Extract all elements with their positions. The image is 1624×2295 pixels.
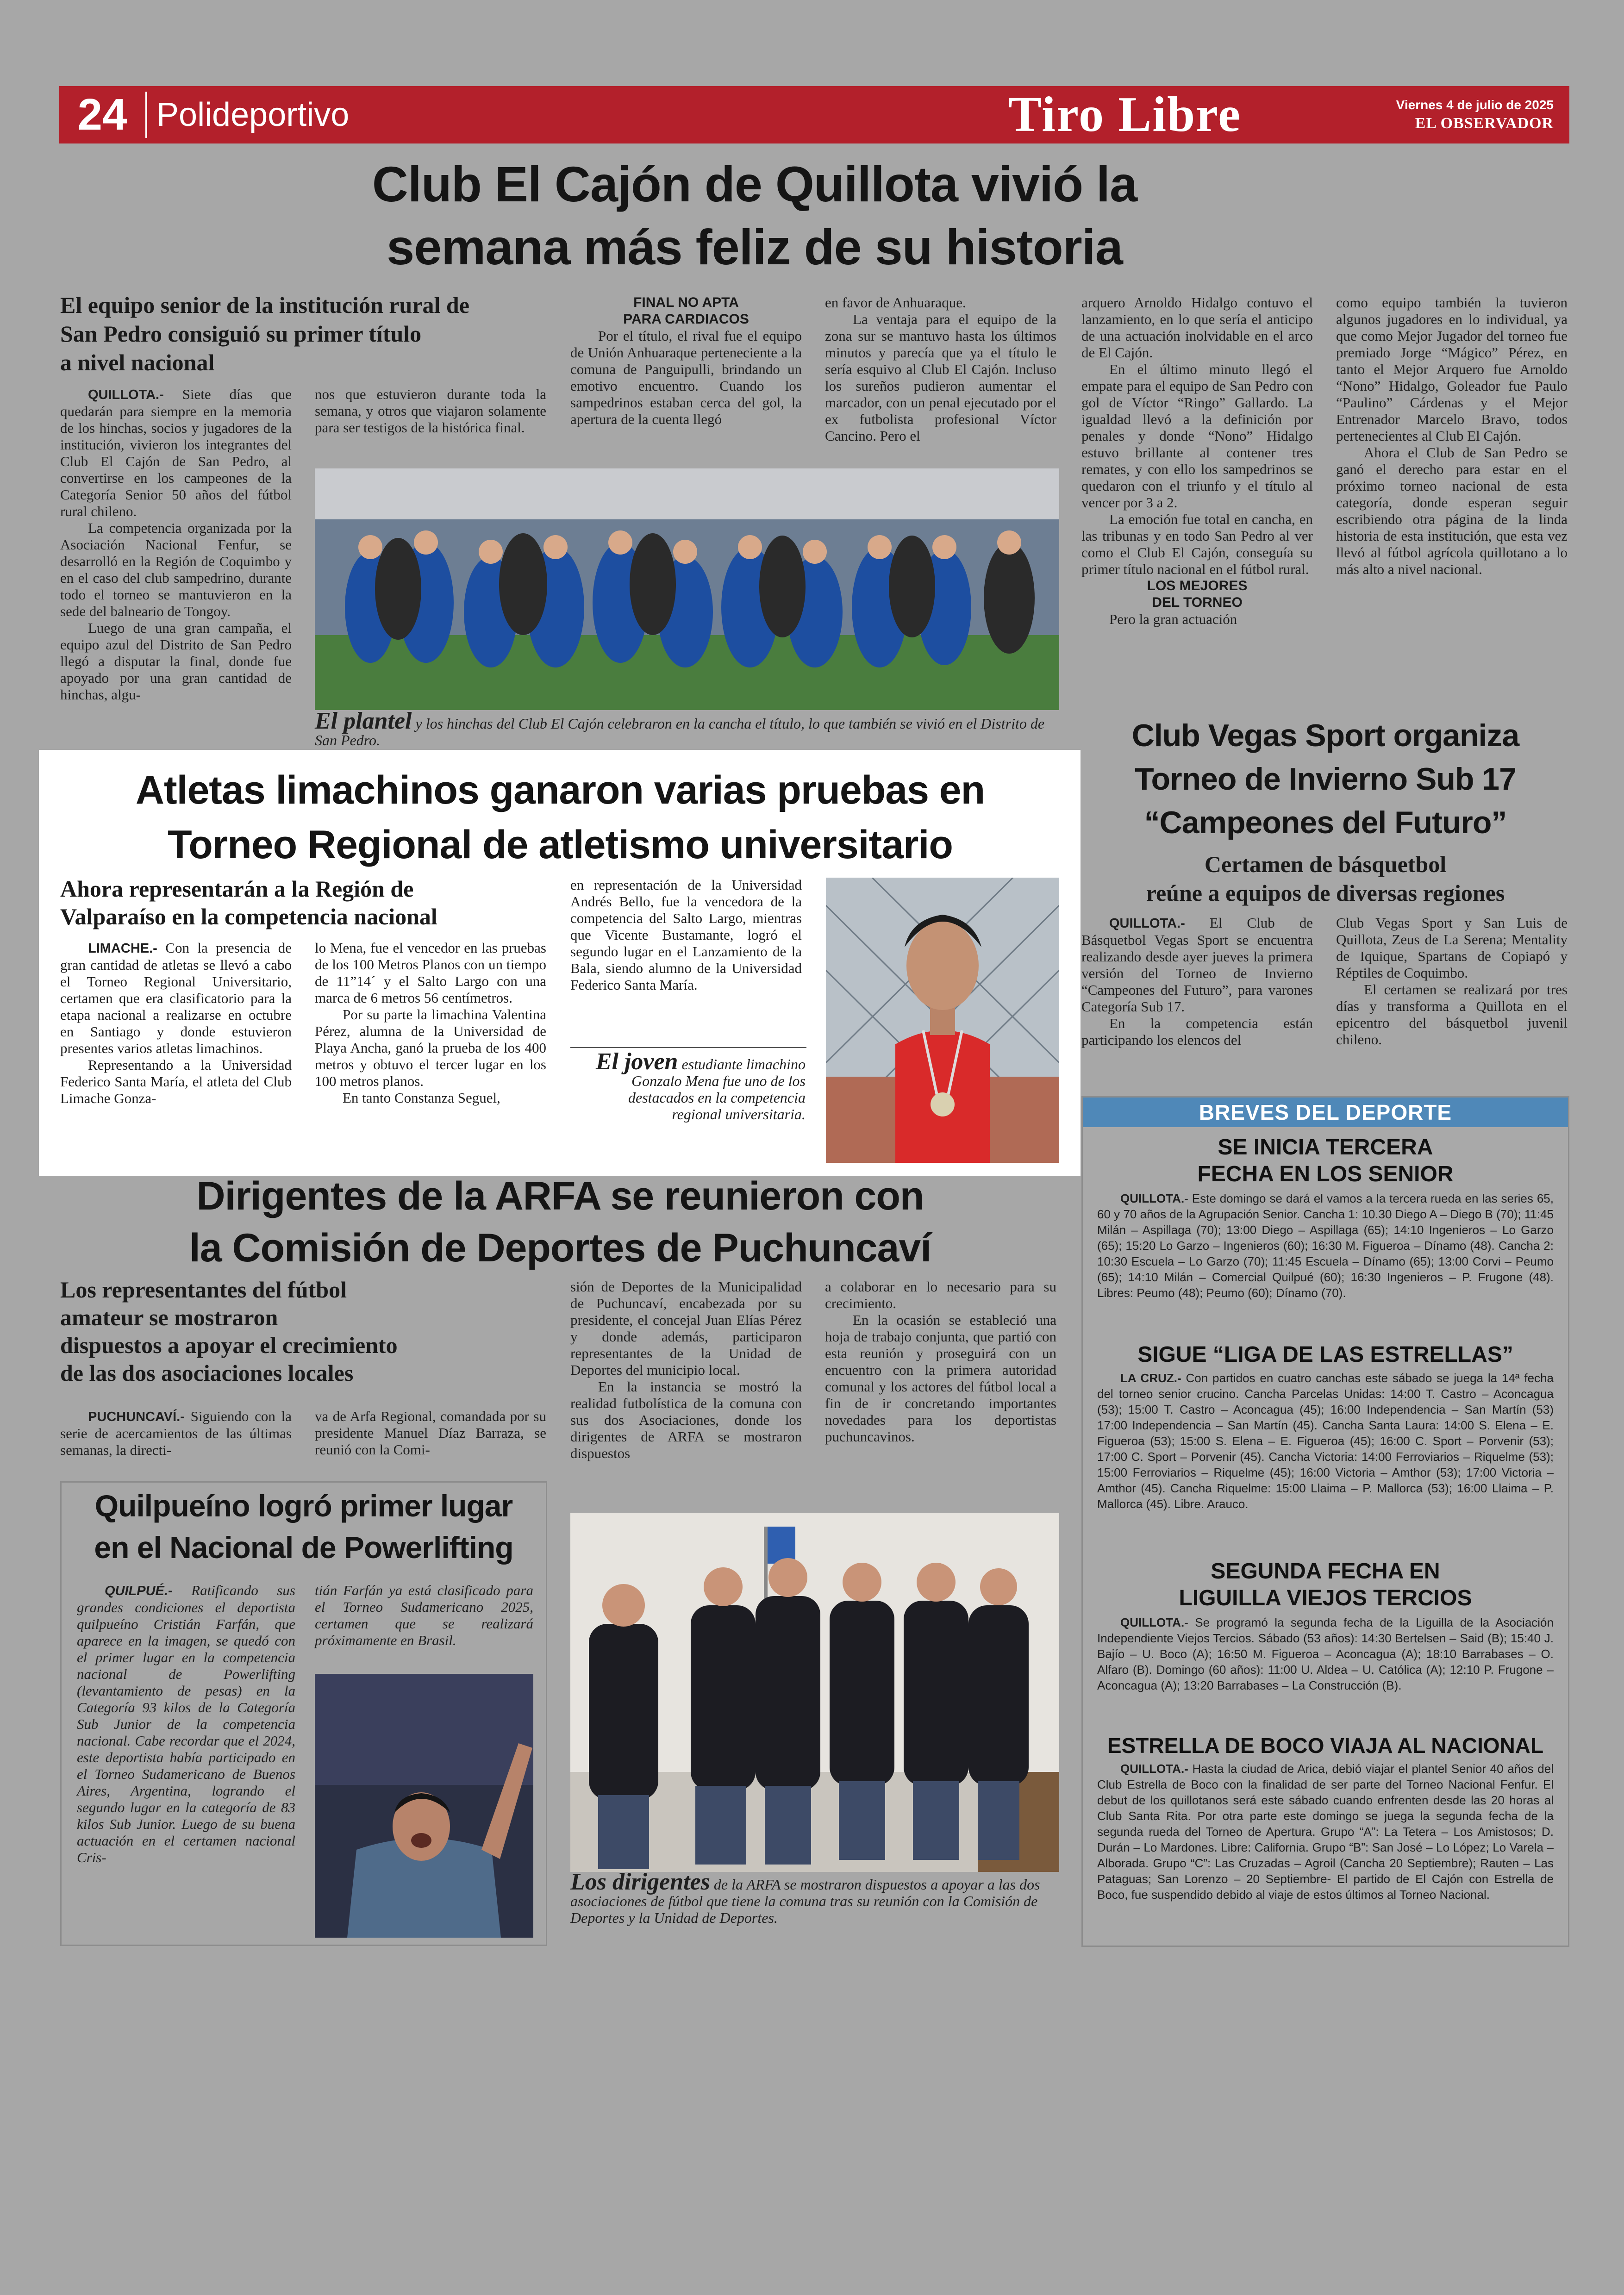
article1-col6-p1: como equipo también la tuvieron algunos jugadores en lo individual, ya que como Mejor Jugador del torneo fue premiado Jorge “Mágico” Pérez, en tanto el Mejor Arquero fue Arnoldo “Nono” Hidalgo, Goleador fue Paulo “Paulino” Cárdenas y el Mejor Entrenador Marcelo Bravo, todos pertenecientes al Club El Cajón. <box>1336 294 1568 444</box>
breves-item3-title-line1: SEGUNDA FECHA EN <box>1211 1559 1440 1584</box>
article2-col3 <box>570 877 802 993</box>
article3-headline-line2: Torneo de Invierno Sub 17 <box>1135 761 1516 797</box>
article4-deck-line3: dispuestos a apoyar el crecimiento <box>60 1332 398 1358</box>
article1-col1-p3: Luego de una gran campaña, el equipo azul del Distrito de San Pedro llegó a disputar la final, donde fue apoyado por una gran cantidad de hinchas, algu- <box>60 620 292 703</box>
article1-deck <box>60 291 546 377</box>
article1-col5-p1: arquero Arnoldo Hidalgo contuvo el lanzamiento, en lo que sería el anticipo de una actuación inolvidable en el arco de El Cajón. <box>1081 294 1313 361</box>
article3-headline-line1: Club Vegas Sport organiza <box>1131 718 1519 753</box>
article1-col2-p1: nos que estuvieron durante toda la semana, y otros que viajaron solamente para ser testigos de la histórica final. <box>315 386 546 436</box>
article2-col1-p1: Con la presencia de gran cantidad de atletas se llevó a cabo el Torneo Regional Universitario, certamen que era clasificatorio para la etapa nacional a realizarse en octubre en Santiago y donde estuvieron presentes varios atletas limachinos. <box>60 940 292 1056</box>
team-celebration-image <box>315 468 1059 710</box>
article3-deck-line1: Certamen de básquetbol <box>1204 851 1447 877</box>
team-celebration-photo <box>315 468 1059 710</box>
breves-item4-dateline: QUILLOTA.- <box>1120 1762 1188 1776</box>
article4-dateline: PUCHUNCAVÍ.- <box>88 1409 185 1424</box>
article2-col1 <box>60 940 292 1107</box>
article1-col5 <box>1081 294 1313 628</box>
article3-deck <box>1081 850 1569 907</box>
powerlifter-photo <box>315 1674 533 1938</box>
breves-item1 <box>1097 1134 1554 1301</box>
breves-item2-text: Con partidos en cuatro canchas este sábado se juega la 14ª fecha del torneo senior crucino. Cancha Parcelas Unidas: 14:00 T. Castro – Aconcagua (53); 15:00 T. Castro – Aconcagua (45); 16:00 Independencia – San Martín (53) 17:00 Independencia – San Martín (45). Cancha Santa Laura: 14:00 S. Elena – E. Figueroa (53); 15:00 S. Elena – E. Figueroa (45); 16:00 C. Sport – Porvenir (53); 17:00 C. Sport – Porvenir (45). Cancha Victoria: 14:00 Ferroviarios – Riquelme (53); 15:00 Ferroviarios – Riquelme (45); 16:00 Victoria – Amthor (53); 17:00 Victoria – Amthor (45). Cancha Riquelme: 15:00 Llaima – P. Mallorca (53); 16:00 Llaima – P. Mallorca (45). Libre. Arauco. <box>1097 1371 1554 1511</box>
article1-headline <box>324 153 1185 279</box>
breves-item2-title <box>1097 1341 1554 1368</box>
article1-subhead-final-line2: PARA CARDIACOS <box>623 312 749 327</box>
article1-subhead-mejores <box>1081 578 1313 611</box>
article1-subhead-mejores-line1: LOS MEJORES <box>1147 578 1248 593</box>
article1-col6-p2: Ahora el Club de San Pedro se ganó el derecho para estar en el próximo torneo nacional de esta categoría, donde esperan seguir escribiendo otra página de la linda historia de esta institución, que esta vez llevó al fútbol agrícola quillotano a lo más alto a nivel nacional. <box>1336 444 1568 577</box>
breves-item2 <box>1097 1341 1554 1512</box>
article2-col2-p2: Por su parte la limachina Valentina Pérez, alumna de la Universidad de Playa Ancha, ganó la prueba de los 400 metros y obtuvo el tercer lugar en los 100 metros planos. <box>315 1006 546 1089</box>
dirigentes-photo <box>570 1513 1059 1872</box>
article1-subhead-final-line1: FINAL NO APTA <box>633 295 739 310</box>
article3-headline-line3: “Campeones del Futuro” <box>1144 805 1507 840</box>
article1-subhead-mejores-line2: DEL TORNEO <box>1152 595 1243 610</box>
breves-item2-title-line1: SIGUE “LIGA DE LAS ESTRELLAS” <box>1137 1342 1513 1367</box>
article2-col3-p1: en representación de la Universidad Andrés Bello, fue la vencedora de la competencia del Salto Largo, mientras que Vicente Bustamante, logró el segundo lugar en el Lanzamiento de la Bala, siendo alumno de la Universidad Federico Santa María. <box>570 877 802 993</box>
article2-dateline: LIMACHE.- <box>88 941 157 956</box>
article5-col2-p1: tián Farfán ya está clasificado para el Torneo Sudamericano 2025, certamen que se realizará próximamente en Brasil. <box>315 1582 533 1648</box>
breves-item1-title <box>1097 1134 1554 1188</box>
article4-caption-text: de la ARFA se mostraron dispuestos a apoyar a las dos asociaciones de fútbol que tiene la comuna tras su reunión con la Comisión de Deportes y la Unidad de Deportes. <box>570 1876 1040 1926</box>
section-brand: Tiro Libre <box>1008 87 1242 142</box>
breves-item4-text: Hasta la ciudad de Arica, debió viajar el plantel Senior 40 años del Club Estrella de Boco con la finalidad de ser parte del Torneo Nacional Fenfur. El debut de los quillotanos será este sábado cuando enfrenten desde las 20 horas al Club Santa Rita. Por otra parte este domingo se juega la segunda fecha de la segunda rueda del Torneo de Apertura. Grupo “A”: La Tetera – Los Amistosos; D. Durán – Lo Mardones. Libre: California. Grupo “B”: San José – Lo López; Lo Varela – Alborada. Grupo “C”: Las Cruzadas – Agroil (Cancha 20 Septiembre); Rauten – Las Pataguas; San Lorenzo – 20 Septiembre- El partido de El Cajón con Estrella de Boco, fue suspendido debido al viaje de estos últimos al Torneo Nacional. <box>1097 1762 1554 1902</box>
athlete-photo <box>826 878 1059 1163</box>
article4-headline-line2: la Comisión de Deportes de Puchuncaví <box>189 1226 931 1270</box>
article5-dateline: QUILPUÉ.- <box>105 1584 173 1598</box>
article1-col4 <box>825 294 1056 444</box>
breves-item4-title <box>1097 1732 1554 1759</box>
article4-col1 <box>60 1408 292 1459</box>
article4-deck-line4: de las dos asociaciones locales <box>60 1360 354 1386</box>
article4-caption <box>570 1869 1059 1926</box>
article1-col5-p4: Pero la gran actuación <box>1109 611 1237 627</box>
article4-col3-p2: En la instancia se mostró la realidad futbolística de la comuna con sus dos Asociaciones, donde los dirigentes de ARFA se mostraron dispuestos <box>570 1378 802 1461</box>
article4-deck <box>60 1276 546 1387</box>
article3-col2 <box>1336 915 1568 1048</box>
article3-col1 <box>1081 915 1313 1048</box>
breves-header: BREVES DEL DEPORTE <box>1083 1098 1568 1127</box>
athlete-image <box>826 878 1059 1163</box>
article1-col3 <box>570 294 802 428</box>
article3-col1-p1: El Club de Básquetbol Vegas Sport se encuentra realizando desde ayer jueves la primera versión del Torneo de Invierno “Campeones del Futuro”, para varones Categoría Sub 17. <box>1081 915 1313 1015</box>
article2-headline-line1: Atletas limachinos ganaron varias pruebas en <box>135 768 985 812</box>
article2-headline <box>46 763 1074 872</box>
article4-headline-line1: Dirigentes de la ARFA se reunieron con <box>196 1174 924 1218</box>
article1-col1 <box>60 386 292 703</box>
article2-deck-line1: Ahora representarán a la Región de <box>60 876 414 902</box>
article4-col3 <box>570 1278 802 1462</box>
breves-item1-dateline: QUILLOTA.- <box>1120 1191 1188 1205</box>
article2-deck-line2: Valparaíso en la competencia nacional <box>60 904 437 929</box>
breves-item4 <box>1097 1732 1554 1902</box>
article4-col4 <box>825 1278 1056 1445</box>
breves-item3-text: Se programó la segunda fecha de la Liguilla de la Asociación Independiente Viejos Tercios. Sábado (53 años): 14:30 Bertelsen – Said (B); 15:40 J. Bajío – U. Boco (A); 16:50 M. Figueroa – Aconcagua (A); 18:10 Barrabases – O. Alfaro (B). Domingo (60 años): 11:00 U. Aldea – U. Católica (A); 12:10 P. Frugone – Aconcagua (A); 13:20 Barrabases – La Construcción (B). <box>1097 1615 1554 1692</box>
breves-item1-title-line2: FECHA EN LOS SENIOR <box>1197 1162 1454 1186</box>
dirigentes-image <box>570 1513 1059 1872</box>
article2-caption <box>583 1048 806 1123</box>
article4-col3-p1: sión de Deportes de la Municipalidad de Puchuncaví, encabezada por su presidente, el concejal Juan Elías Pérez y donde además, participaron representantes de la Unidad de Deportes del municipio local. <box>570 1278 802 1378</box>
article4-headline <box>60 1170 1060 1274</box>
article3-deck-line2: reúne a equipos de diversas regiones <box>1146 880 1505 906</box>
article1-caption <box>315 708 1059 748</box>
article2-col2-p1: lo Mena, fue el vencedor en las pruebas de los 100 Metros Planos con un tiempo de 11”14´ y el Salto Largo con una marca de 6 metros 56 centímetros. <box>315 940 546 1006</box>
article4-col2 <box>315 1408 546 1458</box>
article5-col2 <box>315 1582 533 1649</box>
article2-caption-rule <box>570 1047 806 1048</box>
powerlifter-image <box>315 1674 533 1938</box>
article5-headline-line1: Quilpueíno logró primer lugar <box>94 1489 513 1523</box>
article1-col4-p2: La ventaja para el equipo de la zona sur se mantuvo hasta los últimos minutos y parecía que ya el título le sería esquivo al Club El Cajón. Incluso los sureños pudieron aumentar el marcador, con un penal ejecutado por el ex futbolista profesional Víctor Cancino. Pero el <box>825 311 1056 444</box>
article2-caption-lead: El joven <box>595 1048 678 1075</box>
article1-col6 <box>1336 294 1568 578</box>
article1-col5-p2: En el último minuto llegó el empate para el equipo de San Pedro con gol de Víctor “Ringo” Gallardo. La igualdad llevó a la definición por penales y donde “Nono” Hidalgo estuvo brillante al contener tres remates, y con ello los sampedrinos se quedaron con el triunfo y el título al vencer por 3 a 2. <box>1081 361 1313 511</box>
section-name: Polideportivo <box>156 96 350 133</box>
article1-col3-p1: Por el título, el rival fue el equipo de Unión Anhuaraque perteneciente a la comuna de Panguipulli, brindando un emotivo encuentro. Cuando los sampedrinos estaban cerca del gol, la apertura de la cuenta llegó <box>570 328 802 427</box>
article1-deck-line3: a nivel nacional <box>60 349 215 375</box>
article4-deck-line2: amateur se mostraron <box>60 1304 278 1330</box>
article2-col2-p3: En tanto Constanza Seguel, <box>343 1090 500 1106</box>
breves-item3-title <box>1097 1558 1554 1612</box>
article5-col1-p1: Ratificando sus grandes condiciones el deportista quilpueíno Cristián Farfán, que aparece en la imagen, se quedó con el primer lugar en la competencia nacional de Powerlifting (levantamiento de pesas) en la Categoría 93 kilos de la Categoría Sub Junior de la competencia nacional. Cabe recordar que el 2024, este deportista había participado en el Torneo Sudamericano de Buenos Aires, Argentina, logrando el segundo lugar en la categoría de 83 kilos Sub Junior. Luego de su buena actuación en el certamen nacional Cris- <box>77 1582 295 1865</box>
page-header <box>59 86 1569 143</box>
article4-deck-line1: Los representantes del fútbol <box>60 1277 347 1303</box>
breves-item1-title-line1: SE INICIA TERCERA <box>1218 1135 1433 1160</box>
article1-col1-p2: La competencia organizada por la Asociación Nacional Fenfur, se desarrolló en la Región de Coquimbo y en el caso del club sampedrino, durante todo el torneo se mantuvieron en la sede del balneario de Tongoy. <box>60 520 292 619</box>
article4-col1-p1: Siguiendo con la serie de acercamientos de las últimas semanas, la directi- <box>60 1408 292 1458</box>
breves-item1-text: Este domingo se dará el vamos a la tercera rueda en las series 65, 60 y 70 años de la Agrupación Senior. Cancha 1: 10.30 Diego A – Diego B (70); 11:45 Milán – Aspillaga (70); 13:00 Diego – Aspillaga (65); 14:10 Ingenieros – Lo Garzo (65); 15:20 Lo Garzo – Ingenieros (60); 16:30 M. Figueroa – Dínamo (48). Cancha 2: 10:30 Escuela – Lo Garzo (70); 11:45 Escuela – Dínamo (65); 13:00 Corvi – Peumo (65); 14:10 Milán – Comercial Quilpué (60); 16:30 Ingenieros – P. Frugone (48). Libres: Peumo (48); Peumo (60); Dínamo (70). <box>1097 1191 1554 1300</box>
article1-headline-line2: semana más feliz de su historia <box>387 219 1123 275</box>
article2-col2 <box>315 940 546 1106</box>
article3-headline <box>1081 714 1569 844</box>
article1-dateline: QUILLOTA.- <box>88 387 164 402</box>
article2-deck <box>60 875 523 930</box>
article4-caption-lead: Los dirigentes <box>570 1869 710 1895</box>
article5-headline-line2: en el Nacional de Powerlifting <box>94 1530 513 1565</box>
article3-col1-p2: En la competencia están participando los elencos del <box>1081 1015 1313 1048</box>
article1-col2 <box>315 386 546 436</box>
breves-item3 <box>1097 1558 1554 1693</box>
article2-caption-text: estudiante limachino Gonzalo Mena fue uno de los destacados en la competencia regional universitaria. <box>628 1056 806 1123</box>
article1-headline-line1: Club El Cajón de Quillota vivió la <box>372 156 1137 212</box>
article1-col1-p1: Siete días que quedarán para siempre en la memoria de los hinchas, socios y jugadores de la institución, vivieron los integrantes del Club El Cajón de San Pedro, al convertirse en los campeones de la Categoría Senior 50 años del fútbol rural chileno. <box>60 386 292 519</box>
article3-dateline: QUILLOTA.- <box>1109 916 1185 931</box>
article4-col2-p1: va de Arfa Regional, comandada por su presidente Manuel Díaz Barraza, se reunió con la Comi- <box>315 1408 546 1458</box>
breves-item2-dateline: LA CRUZ.- <box>1120 1371 1181 1385</box>
article2-headline-line2: Torneo Regional de atletismo universitario <box>168 823 953 867</box>
breves-item3-dateline: QUILLOTA.- <box>1120 1615 1188 1629</box>
article4-col4-p2: En la ocasión se estableció una hoja de trabajo conjunta, que partió con esta reunión y proseguirá con un encuentro con la primera autoridad comunal y los actores del fútbol local a fin de ir concretando importantes novedades para los deportistas puchuncavinos. <box>825 1312 1056 1445</box>
breves-item4-title-line1: ESTRELLA DE BOCO VIAJA AL NACIONAL <box>1107 1734 1544 1758</box>
article3-col2-p2: El certamen se realizará por tres días y transforma a Quillota en el epicentro del básquetbol juvenil chileno. <box>1336 981 1568 1048</box>
article3-col2-p1: Club Vegas Sport y San Luis de Quillota, Zeus de La Serena; Mentality de Iquique, Spartans de Copiapó y Réptiles de Coquimbo. <box>1336 915 1568 981</box>
newspaper-name: EL OBSERVADOR <box>1415 115 1554 132</box>
article1-caption-text: y los hinchas del Club El Cajón celebraron en la cancha el título, lo que también se vivió en el Distrito de San Pedro. <box>315 715 1045 748</box>
page-number: 24 <box>77 90 127 139</box>
article1-deck-line1: El equipo senior de la institución rural de <box>60 292 469 318</box>
article1-subhead-final <box>570 294 802 328</box>
article1-col5-p3: La emoción fue total en cancha, en las tribunas y en todo San Pedro al ver como el Club El Cajón, conseguía su primer título nacional en el fútbol rural. <box>1081 511 1313 577</box>
article1-caption-lead: El plantel <box>315 708 412 734</box>
article4-col4-p1: a colaborar en lo necesario para su crecimiento. <box>825 1278 1056 1311</box>
issue-date: Viernes 4 de julio de 2025 <box>1396 98 1554 112</box>
header-divider <box>145 92 147 138</box>
breves-item3-title-line2: LIGUILLA VIEJOS TERCIOS <box>1179 1586 1472 1610</box>
article5-col1 <box>77 1582 295 1866</box>
article2-col1-p2: Representando a la Universidad Federico Santa María, el atleta del Club Limache Gonza- <box>60 1057 292 1106</box>
article1-deck-line2: San Pedro consiguió su primer título <box>60 321 422 347</box>
article1-col4-p1: en favor de Anhuaraque. <box>825 294 966 311</box>
article5-headline <box>60 1485 547 1568</box>
